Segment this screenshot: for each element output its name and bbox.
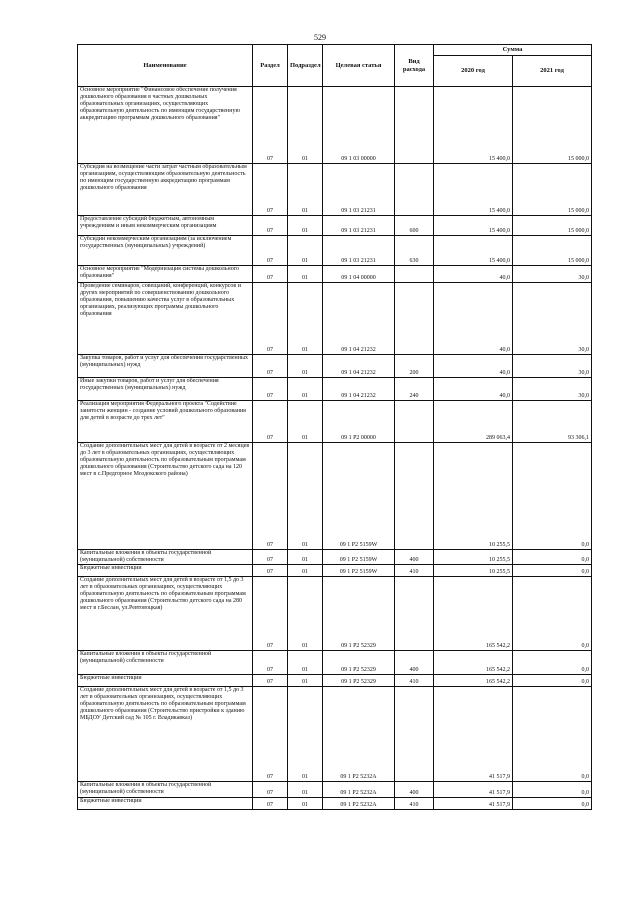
table-row [78,266,592,283]
cell-amount-2020: 15 400,0 [434,87,513,164]
cell-amount-2021: 30,0 [513,283,592,355]
cell-section: 07 [253,216,288,236]
table-row [78,283,592,355]
cell-section: 07 [253,675,288,687]
cell-amount-2021: 0,0 [513,550,592,565]
cell-expense-type [395,401,434,443]
header-target: Целевая статья [323,45,395,87]
cell-amount-2021: 0,0 [513,577,592,651]
cell-amount-2020: 165 542,2 [434,651,513,675]
table-row [78,565,592,577]
cell-section: 07 [253,164,288,216]
cell-subsection: 01 [288,675,323,687]
cell-name: Предоставление субсидий бюджетным, автономным учреждениям и иным некоммерческим организациям [78,216,253,236]
cell-target: 09 1 P2 5232A [323,687,395,782]
cell-expense-type: 410 [395,798,434,810]
cell-amount-2020: 41 517,9 [434,782,513,798]
cell-amount-2021: 15 000,0 [513,87,592,164]
cell-name: Субсидии некоммерческим организациям (за исключением государственных (муниципальных) учреждений) [78,236,253,266]
cell-name: Бюджетные инвестиции [78,675,253,687]
cell-amount-2021: 15 000,0 [513,164,592,216]
cell-amount-2021: 0,0 [513,443,592,550]
cell-amount-2021: 93 306,1 [513,401,592,443]
table-row [78,687,592,782]
cell-target: 09 1 P2 5159W [323,565,395,577]
cell-amount-2021: 0,0 [513,675,592,687]
cell-subsection: 01 [288,550,323,565]
cell-name: Бюджетные инвестиции [78,798,253,810]
cell-amount-2020: 15 400,0 [434,236,513,266]
cell-subsection: 01 [288,266,323,283]
cell-target: 09 1 04 21232 [323,355,395,378]
cell-section: 07 [253,782,288,798]
cell-expense-type: 630 [395,236,434,266]
cell-amount-2020: 289 063,4 [434,401,513,443]
cell-expense-type [395,577,434,651]
table-body [78,87,592,810]
header-name: Наименование [78,45,253,87]
cell-amount-2020: 10 255,5 [434,565,513,577]
cell-expense-type: 410 [395,675,434,687]
cell-subsection: 01 [288,443,323,550]
cell-name: Реализация мероприятия Федерального проекта "Содействие занятости женщин - создание условий дошкольного образования для детей в возрасте до трех лет" [78,401,253,443]
cell-target: 09 1 P2 52329 [323,675,395,687]
cell-subsection: 01 [288,164,323,216]
cell-target: 09 1 03 21231 [323,216,395,236]
table-row [78,782,592,798]
cell-expense-type: 200 [395,355,434,378]
cell-amount-2021: 15 000,0 [513,216,592,236]
cell-target: 09 1 04 00000 [323,266,395,283]
cell-subsection: 01 [288,355,323,378]
cell-amount-2020: 15 400,0 [434,216,513,236]
cell-amount-2021: 0,0 [513,782,592,798]
header-expense-type: Вид расхода [395,45,434,87]
cell-expense-type: 400 [395,550,434,565]
header-sum: Сумма [434,45,592,56]
cell-amount-2021: 30,0 [513,378,592,401]
cell-section: 07 [253,577,288,651]
table-header [78,45,592,87]
cell-expense-type: 600 [395,216,434,236]
cell-name: Капитальные вложения в объекты государственной (муниципальной) собственности [78,651,253,675]
table-row [78,550,592,565]
cell-section: 07 [253,401,288,443]
cell-subsection: 01 [288,565,323,577]
cell-amount-2020: 165 542,2 [434,675,513,687]
cell-expense-type [395,443,434,550]
cell-expense-type [395,164,434,216]
cell-expense-type [395,87,434,164]
cell-amount-2021: 30,0 [513,355,592,378]
cell-name: Иные закупки товаров, работ и услуг для обеспечения государственных (муниципальных) нужд [78,378,253,401]
cell-target: 09 1 03 00000 [323,87,395,164]
cell-amount-2021: 30,0 [513,266,592,283]
table-row [78,443,592,550]
cell-name: Создание дополнительных мест для детей в возрасте от 2 месяцев до 3 лет в образовательных организациях, осуществляющих образовательную деятельность по образовательным программам дошкольного образования (Строительство детского сада на 120 мест в с.Предгорное Моздокского района) [78,443,253,550]
header-year-2020: 2020 год [434,56,513,87]
cell-target: 09 1 P2 5159W [323,550,395,565]
cell-target: 09 1 P2 52329 [323,577,395,651]
cell-expense-type [395,266,434,283]
cell-target: 09 1 P2 5232A [323,798,395,810]
budget-table [77,44,592,810]
cell-subsection: 01 [288,401,323,443]
cell-amount-2020: 40,0 [434,266,513,283]
cell-section: 07 [253,565,288,577]
cell-amount-2020: 10 255,5 [434,550,513,565]
cell-amount-2020: 40,0 [434,283,513,355]
cell-amount-2020: 15 400,0 [434,164,513,216]
cell-name: Основное мероприятие "Модернизация системы дошкольного образования" [78,266,253,283]
cell-amount-2020: 41 517,9 [434,798,513,810]
cell-subsection: 01 [288,577,323,651]
cell-name: Создание дополнительных мест для детей в возрасте от 1,5 до 3 лет в образовательных организациях, осуществляющих образовательную деятельность по образовательным программам дошкольного образования (Строительство детского сада на 280 мест в г.Беслан, ул.Ревтовоцкая) [78,577,253,651]
cell-target: 09 1 03 21231 [323,236,395,266]
cell-target: 09 1 P2 00000 [323,401,395,443]
cell-target: 09 1 P2 5232A [323,782,395,798]
cell-name: Капитальные вложения в объекты государственной (муниципальной) собственности [78,550,253,565]
table-row [78,798,592,810]
cell-subsection: 01 [288,378,323,401]
cell-section: 07 [253,355,288,378]
cell-section: 07 [253,798,288,810]
header-subsection: Подраздел [288,45,323,87]
cell-target: 09 1 P2 52329 [323,651,395,675]
table-row [78,87,592,164]
header-section: Раздел [253,45,288,87]
table-row [78,236,592,266]
cell-expense-type [395,687,434,782]
cell-name: Субсидия на возмещение части затрат частным образовательным организациям, осуществляющим образовательную деятельность по имеющим государственную аккредитацию программам дошкольного образования [78,164,253,216]
cell-subsection: 01 [288,687,323,782]
cell-subsection: 01 [288,87,323,164]
cell-amount-2020: 40,0 [434,355,513,378]
cell-section: 07 [253,550,288,565]
page-number: 529 [314,33,326,42]
table-row [78,651,592,675]
cell-subsection: 01 [288,798,323,810]
cell-expense-type: 400 [395,651,434,675]
cell-expense-type: 240 [395,378,434,401]
cell-subsection: 01 [288,283,323,355]
cell-name: Бюджетные инвестиции [78,565,253,577]
header-year-2021: 2021 год [513,56,592,87]
cell-subsection: 01 [288,236,323,266]
cell-target: 09 1 03 21231 [323,164,395,216]
cell-name: Закупка товаров, работ и услуг для обеспечения государственных (муниципальных) нужд [78,355,253,378]
cell-amount-2021: 0,0 [513,798,592,810]
cell-amount-2021: 15 000,0 [513,236,592,266]
table-row [78,577,592,651]
cell-subsection: 01 [288,216,323,236]
cell-amount-2020: 41 517,9 [434,687,513,782]
cell-amount-2020: 40,0 [434,378,513,401]
cell-section: 07 [253,87,288,164]
table-row [78,216,592,236]
cell-target: 09 1 P2 5159W [323,443,395,550]
cell-name: Капитальные вложения в объекты государственной (муниципальной) собственности [78,782,253,798]
cell-amount-2021: 0,0 [513,651,592,675]
cell-expense-type: 410 [395,565,434,577]
cell-section: 07 [253,443,288,550]
table-row [78,675,592,687]
cell-section: 07 [253,651,288,675]
cell-section: 07 [253,236,288,266]
cell-name: Проведение семинаров, совещаний, конференций, конкурсов и других мероприятий по совершенствованию дошкольного образования, повышению качества услуг в образовательных организациях, реализующих программы дошкольного образования [78,283,253,355]
table-row [78,401,592,443]
cell-section: 07 [253,378,288,401]
cell-section: 07 [253,283,288,355]
cell-amount-2020: 10 255,5 [434,443,513,550]
cell-name: Основное мероприятие "Финансовое обеспечение получения дошкольного образования в частных дошкольных образовательных организациях, осуществляющих образовательную деятельность по имеющим государственную аккредитацию программам дошкольного образования" [78,87,253,164]
cell-expense-type: 400 [395,782,434,798]
cell-name: Создание дополнительных мест для детей в возрасте от 1,5 до 3 лет в образовательных организациях, осуществляющих образовательную деятельность по образовательным программам дошкольного образования (Строительство пристройки к зданию МБДОУ Детский сад № 105 г. Владикавказ) [78,687,253,782]
cell-amount-2020: 165 542,2 [434,577,513,651]
cell-subsection: 01 [288,782,323,798]
cell-expense-type [395,283,434,355]
cell-target: 09 1 04 21232 [323,283,395,355]
cell-amount-2021: 0,0 [513,687,592,782]
cell-section: 07 [253,687,288,782]
cell-target: 09 1 04 21232 [323,378,395,401]
table-row [78,164,592,216]
cell-amount-2021: 0,0 [513,565,592,577]
cell-section: 07 [253,266,288,283]
cell-subsection: 01 [288,651,323,675]
table-row [78,355,592,378]
table-row [78,378,592,401]
